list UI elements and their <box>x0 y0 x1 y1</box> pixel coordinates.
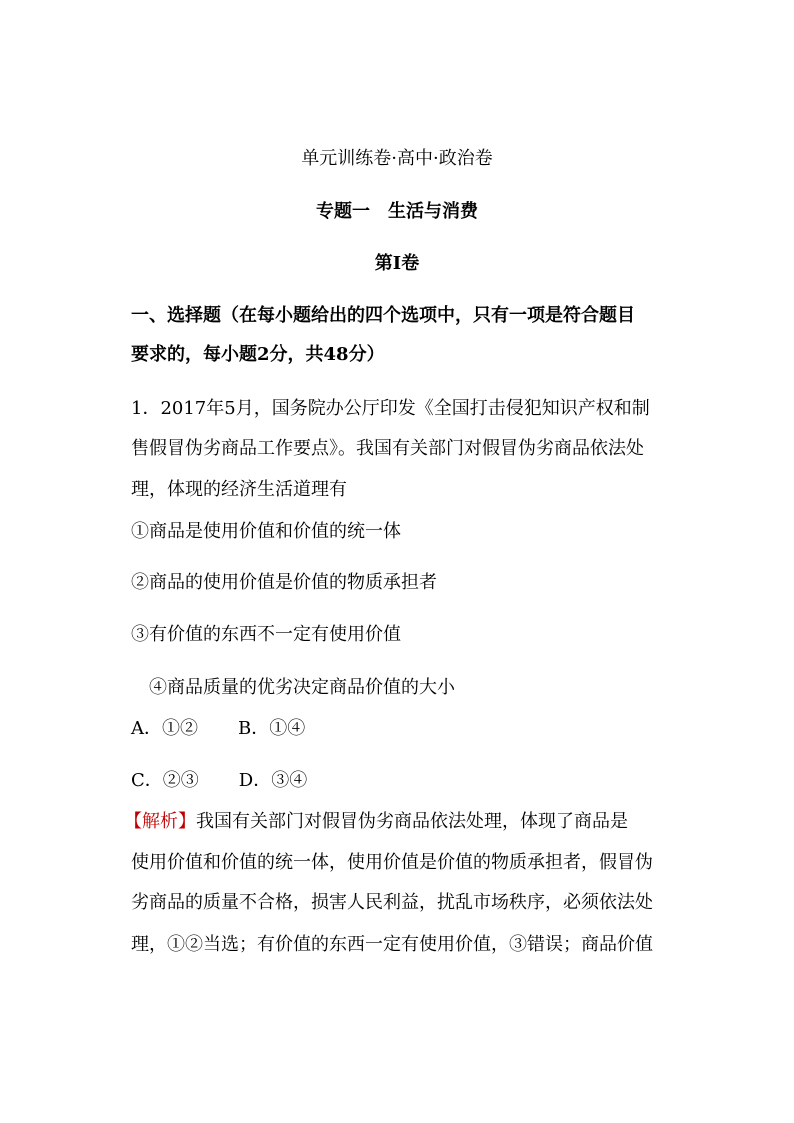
options-row-2 <box>131 769 307 793</box>
options-row-1 <box>131 717 305 741</box>
analysis-line-4: 理，①②当选；有价值的东西一定有使用价值，③错误；商品价值 <box>131 934 653 955</box>
section-heading-line-1: 一、选择题（在每小题给出的四个选项中，只有一项是符合题目 <box>131 305 635 326</box>
question-stem-line-1: 1．2017年5月，国务院办公厅印发《全国打击侵犯知识产权和制 <box>131 398 650 419</box>
analysis-text-1: 我国有关部门对假冒伪劣商品依法处理，体现了商品是 <box>196 811 628 832</box>
analysis-label: 【解析】 <box>124 811 196 832</box>
question-stem-line-3: 理，体现的经济生活道理有 <box>131 479 347 500</box>
question-stem-line-2: 售假冒伪劣商品工作要点》。我国有关部门对假冒伪劣商品依法处 <box>131 438 644 459</box>
analysis-line-2: 使用价值和价值的统一体，使用价值是价值的物质承担者，假冒伪 <box>131 852 653 873</box>
section-heading-line-2: 要求的，每小题2分，共48分） <box>131 344 385 365</box>
analysis-line-3: 劣商品的质量不合格，损害人民利益，扰乱市场秩序，必须依法处 <box>131 892 653 913</box>
statement-3: ③有价值的东西不一定有使用价值 <box>131 624 401 645</box>
statement-4: ④商品质量的优劣决定商品价值的大小 <box>149 677 455 698</box>
analysis-line-1 <box>124 810 628 834</box>
topic-heading: 专题一 生活与消费 <box>316 201 478 222</box>
statement-2: ②商品的使用价值是价值的物质承担者 <box>131 572 437 593</box>
option-a: A．①② <box>131 718 198 739</box>
volume-heading: 第Ⅰ卷 <box>374 253 420 274</box>
statement-1: ①商品是使用价值和价值的统一体 <box>131 521 401 542</box>
option-c: C．②③ <box>131 770 199 791</box>
option-b: B．①④ <box>238 718 306 739</box>
document-title: 单元训练卷·高中·政治卷 <box>301 148 493 169</box>
option-d: D．③④ <box>238 770 308 791</box>
